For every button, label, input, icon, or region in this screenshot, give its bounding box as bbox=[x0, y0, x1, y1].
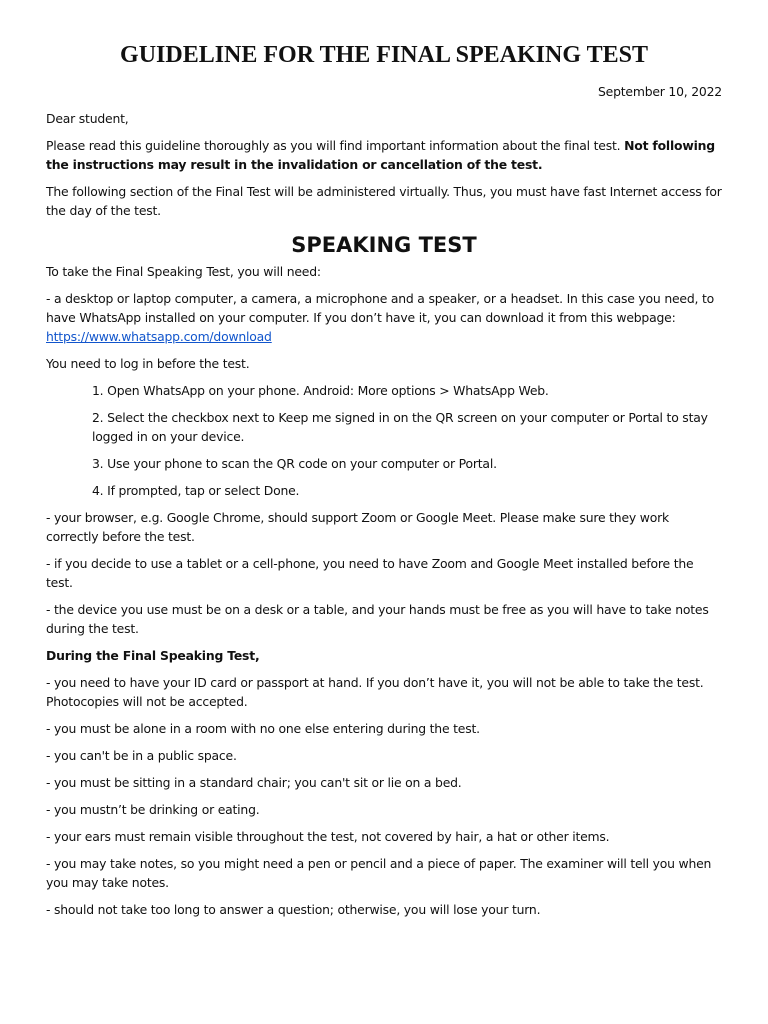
intro-text: Please read this guideline thoroughly as you will find important information about the final test. bbox=[46, 138, 625, 153]
during-rule: - should not take too long to answer a question; otherwise, you will lose your turn. bbox=[46, 902, 541, 917]
intro-warning: Not following the instructions may result in the invalidation or cancellation of the test. bbox=[46, 138, 715, 172]
document-page bbox=[46, 38, 722, 927]
login-step: 3. Use your phone to scan the QR code on your computer or Portal. bbox=[92, 456, 497, 471]
during-rule: - you can't be in a public space. bbox=[46, 748, 237, 763]
requirement-device: - the device you use must be on a desk or a table, and your hands must be free as you will have to take notes during the test. bbox=[46, 602, 709, 636]
whatsapp-download-link[interactable]: https://www.whatsapp.com/download bbox=[46, 329, 272, 344]
need-intro: To take the Final Speaking Test, you will need: bbox=[46, 264, 321, 279]
section-title: SPEAKING TEST bbox=[291, 233, 477, 257]
during-rule: - you need to have your ID card or passport at hand. If you don’t have it, you will not be able to take the test. Photocopies will not be accepted. bbox=[46, 675, 704, 709]
login-steps-list bbox=[46, 381, 722, 500]
document-date: September 10, 2022 bbox=[597, 84, 722, 99]
requirement-browser: - your browser, e.g. Google Chrome, should support Zoom or Google Meet. Please make sure they work correctly before the test. bbox=[46, 510, 669, 544]
greeting: Dear student, bbox=[46, 111, 129, 126]
document-title: GUIDELINE FOR THE FINAL SPEAKING TEST bbox=[120, 42, 648, 68]
requirement-desktop bbox=[46, 289, 722, 346]
during-rule: - your ears must remain visible throughout the test, not covered by hair, a hat or other items. bbox=[46, 829, 610, 844]
during-rule: - you may take notes, so you might need a pen or pencil and a piece of paper. The examiner will tell you when you may take notes. bbox=[46, 856, 712, 890]
intro-paragraph bbox=[46, 136, 722, 174]
requirement-desktop-text: - a desktop or laptop computer, a camera, a microphone and a speaker, or a headset. In this case you need, to have WhatsApp installed on your computer. If you don’t have it, you can download it from this webpage: bbox=[46, 291, 715, 325]
virtual-note: The following section of the Final Test will be administered virtually. Thus, you must have fast Internet access for the day of the test. bbox=[46, 184, 722, 218]
login-step: 2. Select the checkbox next to Keep me signed in on the QR screen on your computer or Portal to stay logged in on your device. bbox=[92, 410, 708, 444]
during-rule: - you must be sitting in a standard chair; you can't sit or lie on a bed. bbox=[46, 775, 462, 790]
login-intro: You need to log in before the test. bbox=[46, 356, 250, 371]
during-rule: - you must be alone in a room with no one else entering during the test. bbox=[46, 721, 480, 736]
login-step: 1. Open WhatsApp on your phone. Android: More options > WhatsApp Web. bbox=[92, 383, 549, 398]
requirement-tablet: - if you decide to use a tablet or a cell-phone, you need to have Zoom and Google Meet installed before the test. bbox=[46, 556, 694, 590]
during-heading: During the Final Speaking Test, bbox=[46, 648, 260, 663]
during-rule: - you mustn’t be drinking or eating. bbox=[46, 802, 260, 817]
login-step: 4. If prompted, tap or select Done. bbox=[92, 483, 300, 498]
